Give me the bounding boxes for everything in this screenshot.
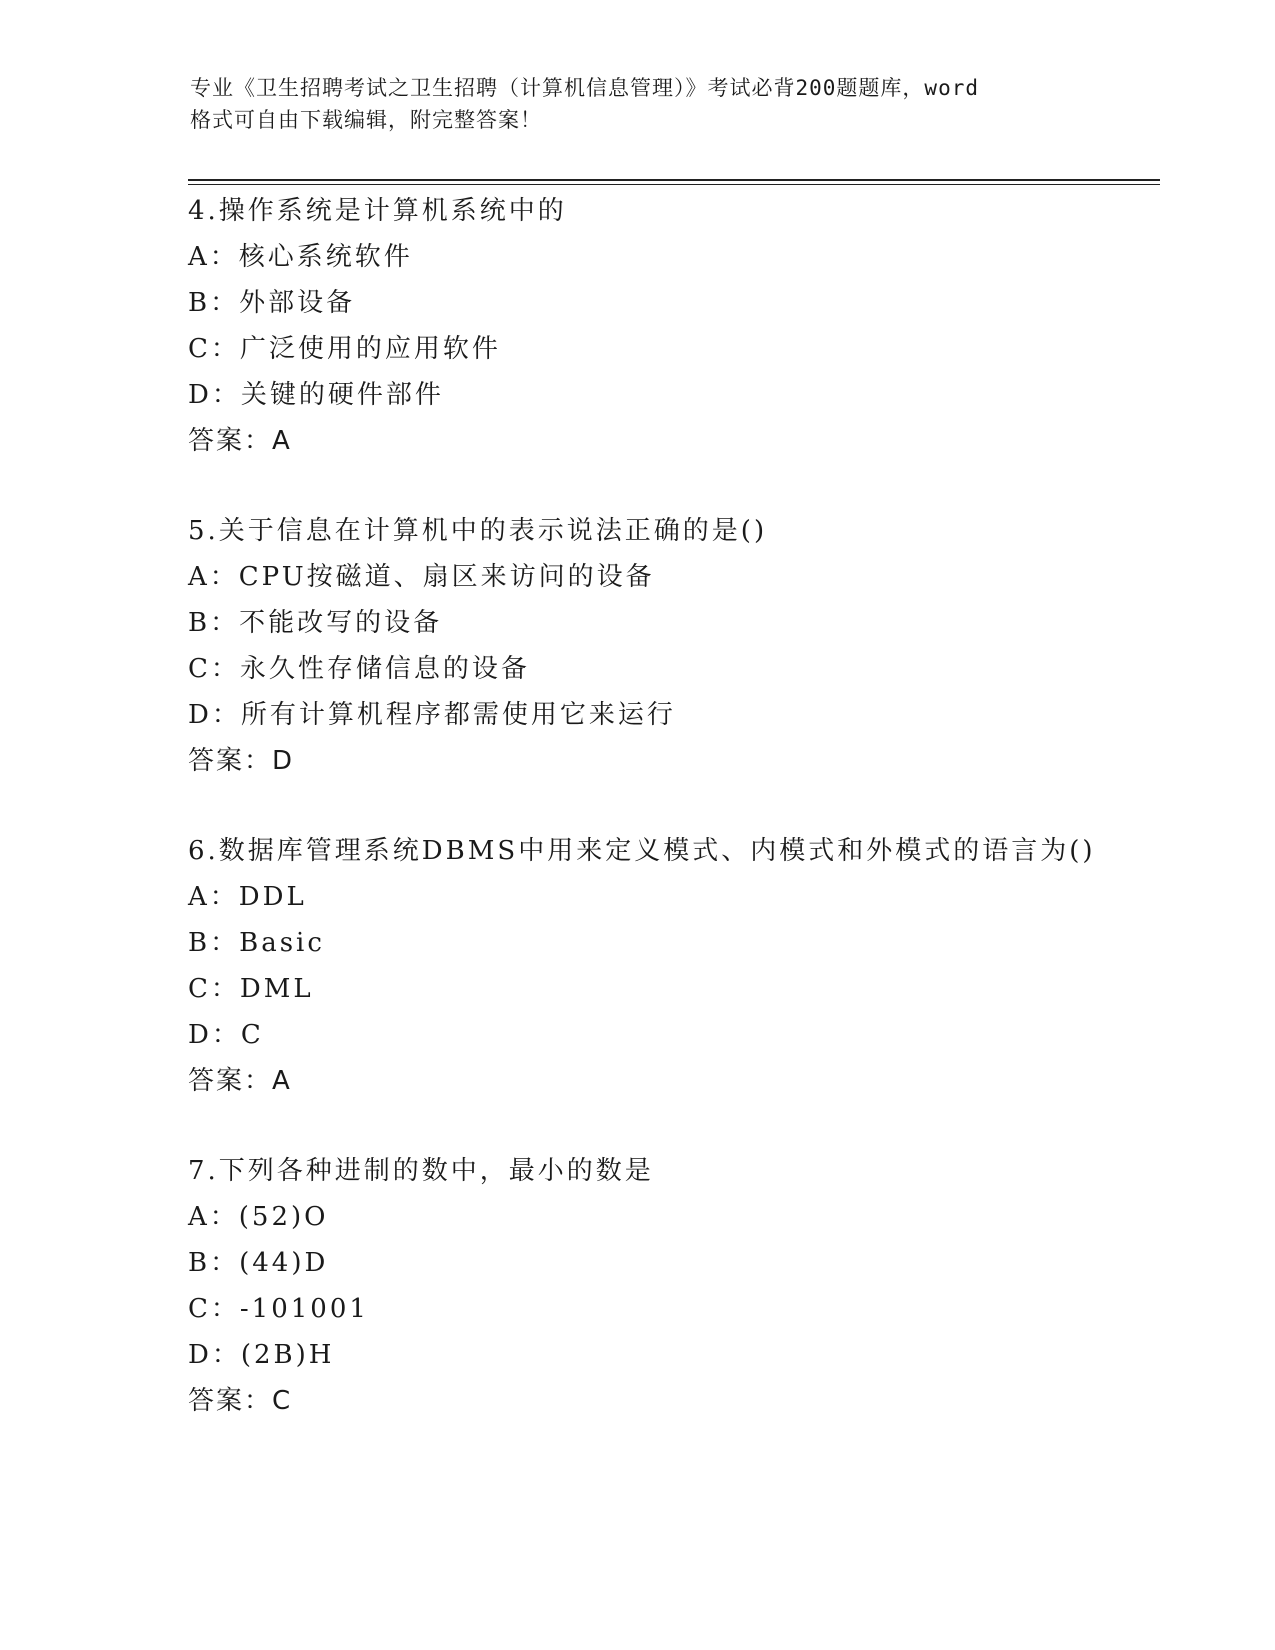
option-c: C：永久性存储信息的设备 [188,654,530,684]
answer-line: 答案：A [188,1066,292,1096]
question-stem: 5.关于信息在计算机中的表示说法正确的是() [188,516,768,546]
option-a: A：核心系统软件 [188,242,413,272]
option-c: C：-101001 [188,1294,369,1324]
option-c: C：DML [188,974,314,1004]
question-block [188,828,1188,1104]
answer-line: 答案：D [188,746,295,776]
option-b: B：Basic [188,928,325,958]
answer-line: 答案：A [188,426,292,456]
header-line-1: 专业《卫生招聘考试之卫生招聘（计算机信息管理）》考试必背200题题库，word [190,76,979,100]
answer-line: 答案：C [188,1386,293,1416]
question-block [188,1148,1188,1424]
document-header [190,72,1090,136]
question-stem: 4.操作系统是计算机系统中的 [188,196,567,226]
header-divider-thick [188,179,1160,181]
question-stem: 7.下列各种进制的数中，最小的数是 [188,1156,654,1186]
option-d: D：(2B)H [188,1340,335,1370]
option-b: B：不能改写的设备 [188,608,443,638]
option-d: D：所有计算机程序都需使用它来运行 [188,700,676,730]
option-a: A：CPU按磁道、扇区来访问的设备 [188,562,655,592]
question-block [188,508,1188,784]
header-divider-thin [188,184,1160,185]
option-a: A：DDL [188,882,307,912]
option-b: B：外部设备 [188,288,356,318]
option-a: A：(52)O [188,1202,329,1232]
option-d: D：C [188,1020,264,1050]
question-stem: 6.数据库管理系统DBMS中用来定义模式、内模式和外模式的语言为() [188,836,1096,866]
option-b: B：(44)D [188,1248,329,1278]
header-line-2: 格式可自由下载编辑，附完整答案！ [190,108,542,132]
option-c: C：广泛使用的应用软件 [188,334,501,364]
option-d: D：关键的硬件部件 [188,380,444,410]
question-block [188,188,1188,464]
